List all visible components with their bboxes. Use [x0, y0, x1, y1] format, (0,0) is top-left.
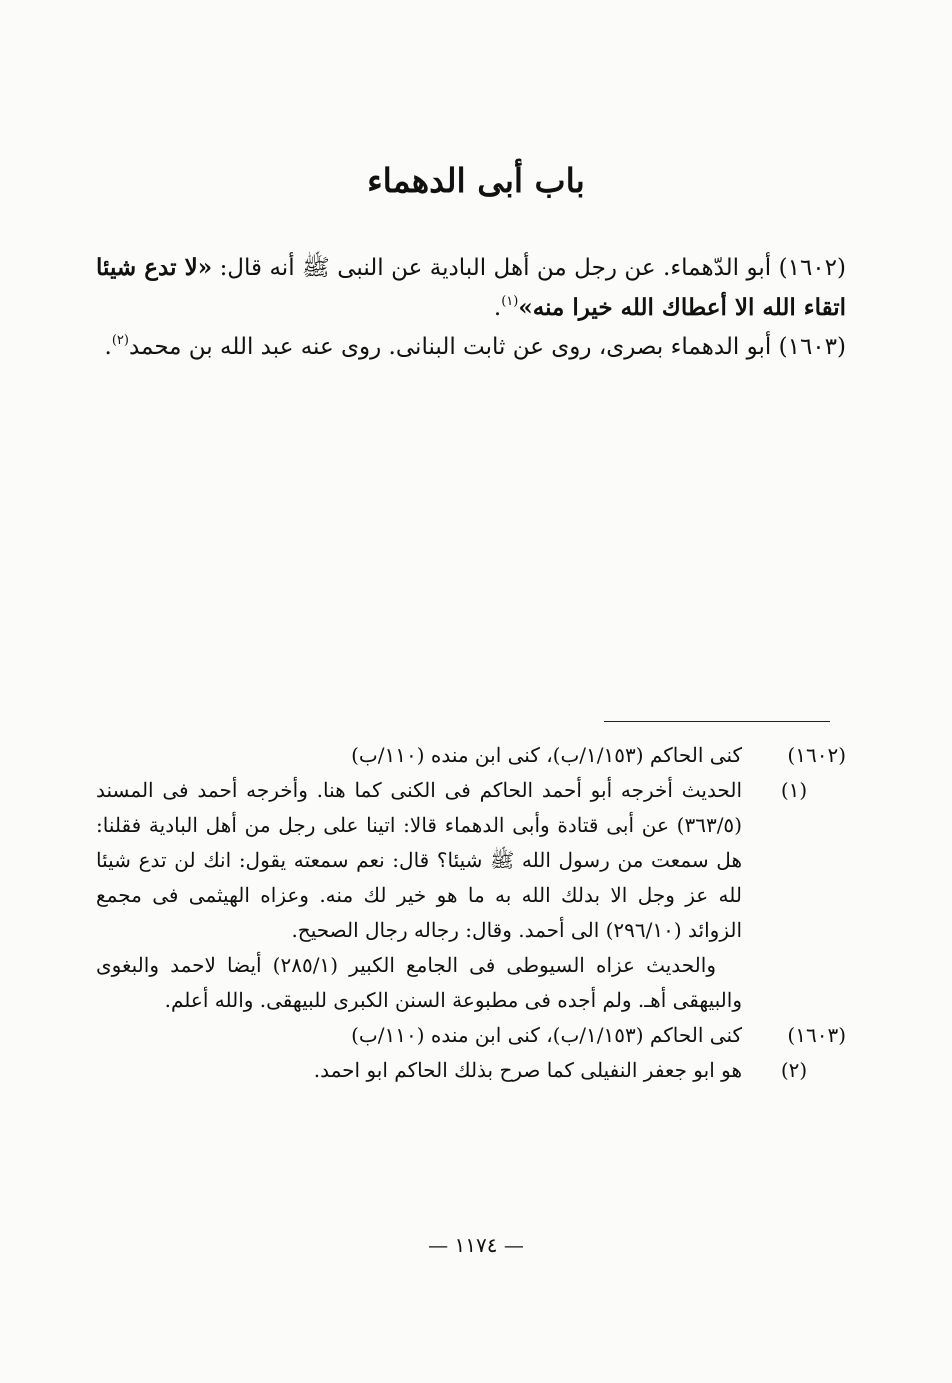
footnote-text: هو ابو جعفر النفيلى كما صرح بذلك الحاكم ابو احمد.: [313, 1058, 742, 1082]
footnote-divider: [604, 721, 830, 722]
footnote-label: (١): [780, 778, 808, 802]
footnote-text: كنى الحاكم (١/١٥٣/ب)، كنى ابن منده (١١٠/ب): [351, 1023, 742, 1047]
footnotes-section: [96, 738, 846, 1088]
footnote-label: (٢): [780, 1058, 808, 1082]
footnote-text: الحديث أخرجه أبو أحمد الحاكم فى الكنى كما هنا. وأخرجه أحمد فى المسند (٣٦٣/٥) عن أبى قتادة وأبى الدهماء قالا: اتينا على رجل من أهل البادية فقلنا: هل سمعت من رسول الله ﷺ شيئا؟ قال: نعم سمعته يقول: انك لن تدع شيئا لله عز وجل الا بدلك الله به ما هو خير لك منه. وعزاه الهيثمى فى مجمع الزوائد (٢٩٦/١٠) الى أحمد. وقال: رجاله رجال الصحيح.: [96, 778, 742, 942]
entry-number: (١٦٠٣): [778, 334, 846, 360]
footnote-2: [96, 1053, 846, 1088]
entry-end: .: [104, 334, 112, 360]
footnote-1603: [96, 1018, 846, 1053]
hadith-quote: «لا تدع شيئا اتقاء الله الا أعطاك الله خيرا منه»: [96, 254, 846, 321]
entry-end: .: [493, 295, 502, 321]
entry-number: (١٦٠٢): [778, 255, 846, 281]
entry-1602: [96, 248, 846, 328]
footnote-ref[interactable]: (١): [501, 294, 519, 309]
page-number: — ١١٧٤ —: [428, 1233, 524, 1257]
footnote-label: (١٦٠٢): [787, 743, 846, 767]
entry-text: أبو الدّهماء. عن رجل من أهل البادية عن النبى ﷺ أنه قال:: [219, 255, 772, 281]
footnote-continuation: والحديث عزاه السيوطى فى الجامع الكبير (٢٨٥/١) أيضا لاحمد والبغوى والبيهقى أهـ. ولم أجده فى مطبوعة السنن الكبرى للبيهقى. والله أعلم.: [96, 953, 742, 1012]
footnote-1: [96, 773, 846, 948]
main-text: [96, 248, 846, 367]
entry-1603: [96, 328, 846, 367]
footnote-label: (١٦٠٣): [787, 1023, 846, 1047]
footnote-1602: [96, 738, 846, 773]
chapter-heading: باب أبى الدهماء: [367, 161, 585, 200]
entry-text: أبو الدهماء بصرى، روى عن ثابت البنانى. روى عنه عبد الله بن محمد: [128, 334, 772, 360]
footnote-text: كنى الحاكم (١/١٥٣/ب)، كنى ابن منده (١١٠/ب): [351, 743, 742, 767]
footnote-ref[interactable]: (٢): [111, 333, 129, 348]
